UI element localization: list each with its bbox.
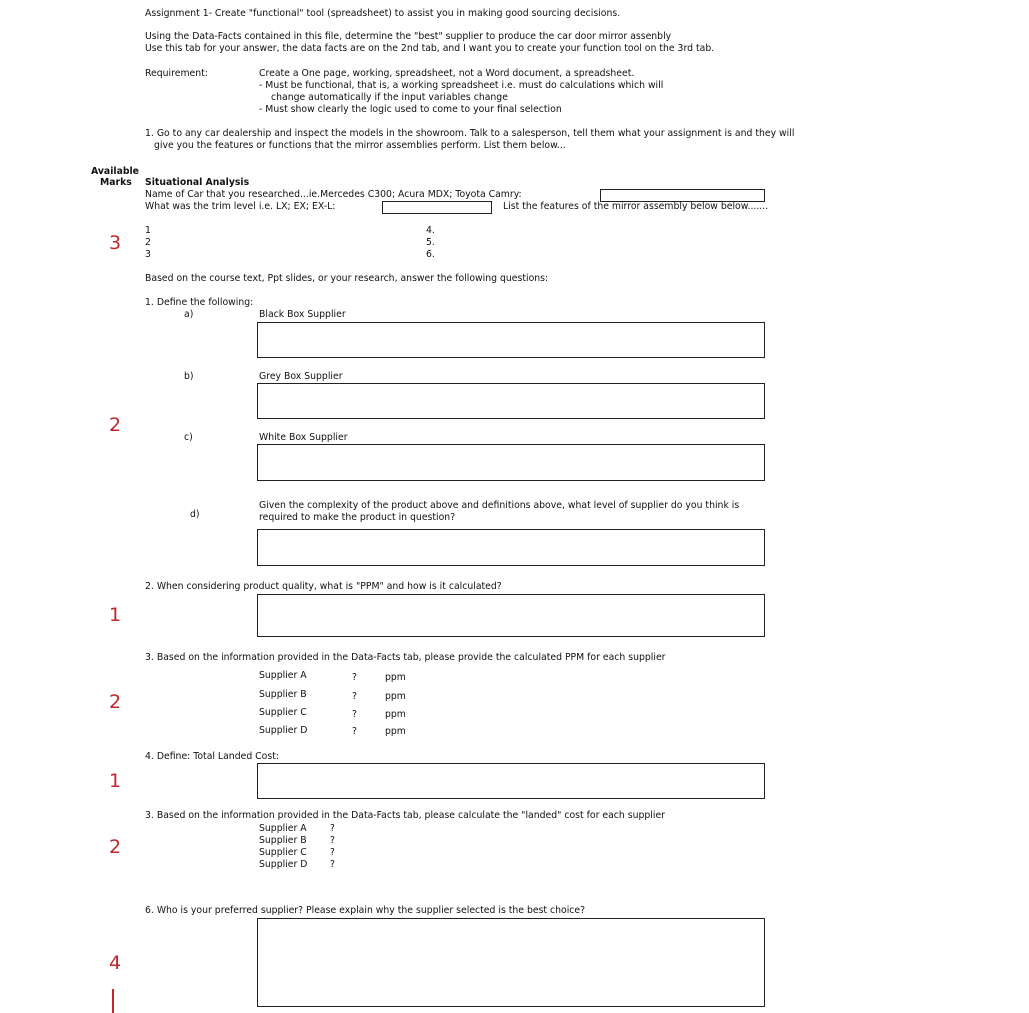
landed-supplier-label: Supplier A: [259, 823, 307, 834]
marks-label: Marks: [100, 177, 132, 188]
feature-number: 3: [145, 249, 151, 260]
ppm-value[interactable]: ?: [352, 691, 357, 702]
item-letter: a): [184, 309, 194, 320]
landed-supplier-label: Supplier C: [259, 847, 307, 858]
item-letter: b): [184, 371, 194, 382]
landed-value[interactable]: ?: [330, 823, 335, 834]
questions-intro: Based on the course text, Ppt slides, or your research, answer the following questions:: [145, 273, 549, 284]
feature-number: 1: [145, 225, 151, 236]
ppm-unit: ppm: [385, 672, 406, 683]
ppm-value[interactable]: ?: [352, 709, 357, 720]
landed-value[interactable]: ?: [330, 847, 335, 858]
question-1: 1. Define the following:: [145, 297, 254, 308]
grey-box-supplier-label: Grey Box Supplier: [259, 371, 343, 382]
mark-value: 4: [109, 952, 122, 974]
requirement-line: - Must show clearly the logic used to come to your final selection: [259, 104, 562, 115]
ppm-supplier-label: Supplier A: [259, 670, 307, 681]
ppm-supplier-label: Supplier C: [259, 707, 307, 718]
features-label: List the features of the mirror assembly below below.......: [503, 201, 769, 212]
ppm-unit: ppm: [385, 691, 406, 702]
task-1-line-1: 1. Go to any car dealership and inspect the models in the showroom. Talk to a salesperson, tell them what your assignment is and they will: [145, 128, 795, 139]
landed-value[interactable]: ?: [330, 859, 335, 870]
requirement-line: Create a One page, working, spreadsheet, not a Word document, a spreadsheet.: [259, 68, 635, 79]
grey-box-answer[interactable]: [257, 383, 765, 419]
situational-heading: Situational Analysis: [145, 177, 250, 188]
landed-value[interactable]: ?: [330, 835, 335, 846]
instruction-line-2: Use this tab for your answer, the data facts are on the 2nd tab, and I want you to create your function tool on the 3rd tab.: [145, 43, 715, 54]
black-box-supplier-label: Black Box Supplier: [259, 309, 346, 320]
item-letter: c): [184, 432, 193, 443]
landed-supplier-label: Supplier B: [259, 835, 307, 846]
instruction-line-1: Using the Data-Facts contained in this file, determine the "best" supplier to produce the car door mirror assenbly: [145, 31, 672, 42]
white-box-supplier-label: White Box Supplier: [259, 432, 348, 443]
ppm-unit: ppm: [385, 709, 406, 720]
trim-level-input[interactable]: [382, 201, 492, 214]
mark-value: 2: [109, 414, 122, 436]
ppm-supplier-label: Supplier D: [259, 725, 308, 736]
supplier-level-question-line-1: Given the complexity of the product above and definitions above, what level of supplier do you think is: [259, 500, 740, 511]
item-letter: d): [190, 509, 200, 520]
requirement-label: Requirement:: [145, 68, 208, 79]
mark-value: 1: [109, 604, 122, 626]
question-landed-cost: 3. Based on the information provided in the Data-Facts tab, please calculate the "landed" cost for each supplier: [145, 810, 665, 821]
red-margin-bar: [112, 989, 114, 1013]
question-3-ppm: 3. Based on the information provided in the Data-Facts tab, please provide the calculated PPM for each supplier: [145, 652, 666, 663]
car-name-label: Name of Car that you researched...ie.Mercedes C300; Acura MDX; Toyota Camry:: [145, 189, 522, 200]
feature-number: 4.: [426, 225, 435, 236]
preferred-supplier-answer[interactable]: [257, 918, 765, 1007]
mark-value: 1: [109, 770, 122, 792]
task-1-line-2: give you the features or functions that the mirror assemblies perform. List them below...: [154, 140, 566, 151]
requirement-line: change automatically if the input variables change: [271, 92, 508, 103]
landed-supplier-label: Supplier D: [259, 859, 308, 870]
white-box-answer[interactable]: [257, 444, 765, 481]
black-box-answer[interactable]: [257, 322, 765, 358]
feature-number: 5.: [426, 237, 435, 248]
ppm-unit: ppm: [385, 726, 406, 737]
mark-value: 3: [109, 232, 122, 254]
ppm-supplier-label: Supplier B: [259, 689, 307, 700]
trim-level-label: What was the trim level i.e. LX; EX; EX-L:: [145, 201, 336, 212]
mark-value: 2: [109, 691, 122, 713]
question-2: 2. When considering product quality, what is "PPM" and how is it calculated?: [145, 581, 502, 592]
ppm-value[interactable]: ?: [352, 726, 357, 737]
landed-cost-definition-answer[interactable]: [257, 763, 765, 799]
ppm-value[interactable]: ?: [352, 672, 357, 683]
supplier-level-question-line-2: required to make the product in question?: [259, 512, 456, 523]
mark-value: 2: [109, 836, 122, 858]
assignment-title: Assignment 1- Create "functional" tool (spreadsheet) to assist you in making good sourcing decisions.: [145, 8, 621, 19]
feature-number: 6.: [426, 249, 435, 260]
ppm-definition-answer[interactable]: [257, 594, 765, 637]
question-4: 4. Define: Total Landed Cost:: [145, 751, 279, 762]
available-label: Available: [91, 166, 139, 177]
feature-number: 2: [145, 237, 151, 248]
requirement-line: - Must be functional, that is, a working spreadsheet i.e. must do calculations which will: [259, 80, 664, 91]
supplier-level-answer[interactable]: [257, 529, 765, 566]
question-6: 6. Who is your preferred supplier? Please explain why the supplier selected is the best choice?: [145, 905, 586, 916]
